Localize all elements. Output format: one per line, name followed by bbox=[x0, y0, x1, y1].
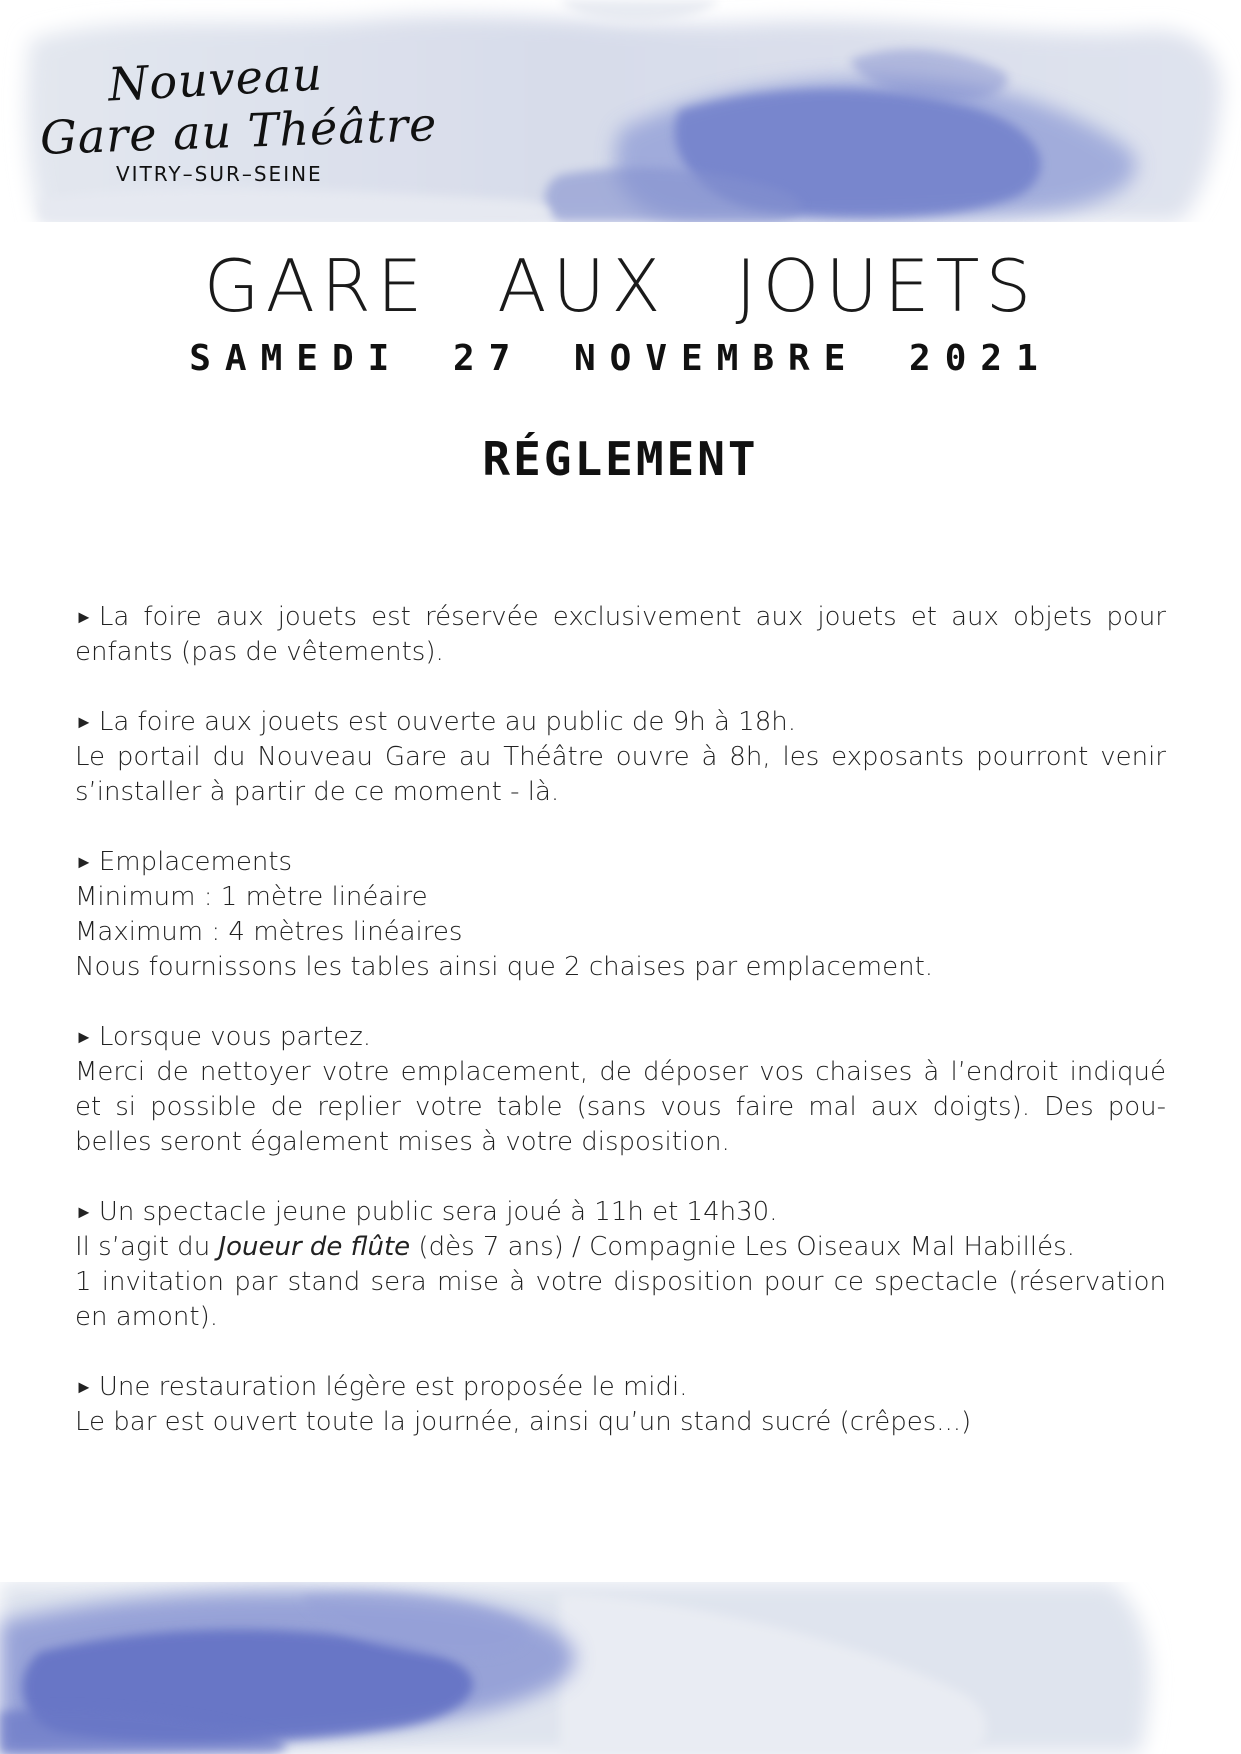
rule-line: s’installer à partir de ce moment - là. bbox=[75, 777, 560, 807]
rule-paragraph bbox=[75, 1370, 1166, 1440]
bullet-icon: ► bbox=[75, 712, 93, 733]
rule-line: Le portail du Nouveau Gare au Théâtre ouvre à 8h, les exposants pourront venir bbox=[75, 742, 1166, 772]
show-title: Joueur de flûte bbox=[218, 1232, 411, 1262]
watercolor-banner-bottom bbox=[0, 1582, 1241, 1754]
rule-line: belles seront également mises à votre disposition. bbox=[75, 1127, 730, 1157]
event-date: SAMEDI 27 NOVEMBRE 2021 bbox=[189, 338, 1052, 379]
rule-line: en amont). bbox=[75, 1302, 218, 1332]
rule-paragraph bbox=[75, 1195, 1166, 1335]
rule-line: ► La foire aux jouets est ouverte au public de 9h à 18h. bbox=[75, 707, 797, 737]
logo-text-vitry-sur-seine: VITRY–SUR–SEINE bbox=[116, 162, 323, 186]
rule-line: ► Lorsque vous partez. bbox=[75, 1022, 372, 1052]
event-title: GARE AUX JOUETS bbox=[203, 244, 1038, 328]
rule-line: Le bar est ouvert toute la journée, ainsi qu’un stand sucré (crêpes...) bbox=[75, 1407, 972, 1437]
rule-paragraph bbox=[75, 600, 1166, 670]
bullet-icon: ► bbox=[75, 1027, 93, 1048]
rule-paragraph bbox=[75, 845, 1166, 985]
rule-line: ► La foire aux jouets est réservée exclusivement aux jouets et aux objets pour bbox=[75, 602, 1166, 632]
logo-text-nouveau: Nouveau bbox=[106, 46, 325, 112]
theatre-logo bbox=[39, 46, 440, 202]
bullet-icon: ► bbox=[75, 1377, 93, 1398]
rule-line: Il s’agit du Joueur de flûte (dès 7 ans) / Compagnie Les Oiseaux Mal Habillés. bbox=[75, 1232, 1075, 1262]
rule-line: et si possible de replier votre table (sans vous faire mal aux doigts). Des pou- bbox=[75, 1092, 1166, 1122]
rule-line: ► Une restauration légère est proposée le midi. bbox=[75, 1372, 688, 1402]
rule-line: Merci de nettoyer votre emplacement, de déposer vos chaises à l’endroit indiqué bbox=[75, 1057, 1166, 1087]
rule-paragraph bbox=[75, 1020, 1166, 1160]
rule-line: Nous fournissons les tables ainsi que 2 chaises par emplacement. bbox=[75, 952, 934, 982]
bullet-icon: ► bbox=[75, 607, 93, 628]
rule-paragraph bbox=[75, 705, 1166, 810]
rule-line: ► Emplacements bbox=[75, 847, 293, 877]
bullet-icon: ► bbox=[75, 852, 93, 873]
rule-line: enfants (pas de vêtements). bbox=[75, 637, 444, 667]
section-heading: RÉGLEMENT bbox=[482, 432, 759, 486]
rule-line: Maximum : 4 mètres linéaires bbox=[75, 917, 463, 947]
logo-text-gare-au-theatre: Gare au Théâtre bbox=[39, 97, 439, 165]
bullet-icon: ► bbox=[75, 1202, 93, 1223]
rule-line: 1 invitation par stand sera mise à votre disposition pour ce spectacle (réservation bbox=[75, 1267, 1166, 1297]
rule-line: Minimum : 1 mètre linéaire bbox=[75, 882, 428, 912]
rule-line: ► Un spectacle jeune public sera joué à 11h et 14h30. bbox=[75, 1197, 778, 1227]
rules-body bbox=[75, 600, 1166, 1475]
